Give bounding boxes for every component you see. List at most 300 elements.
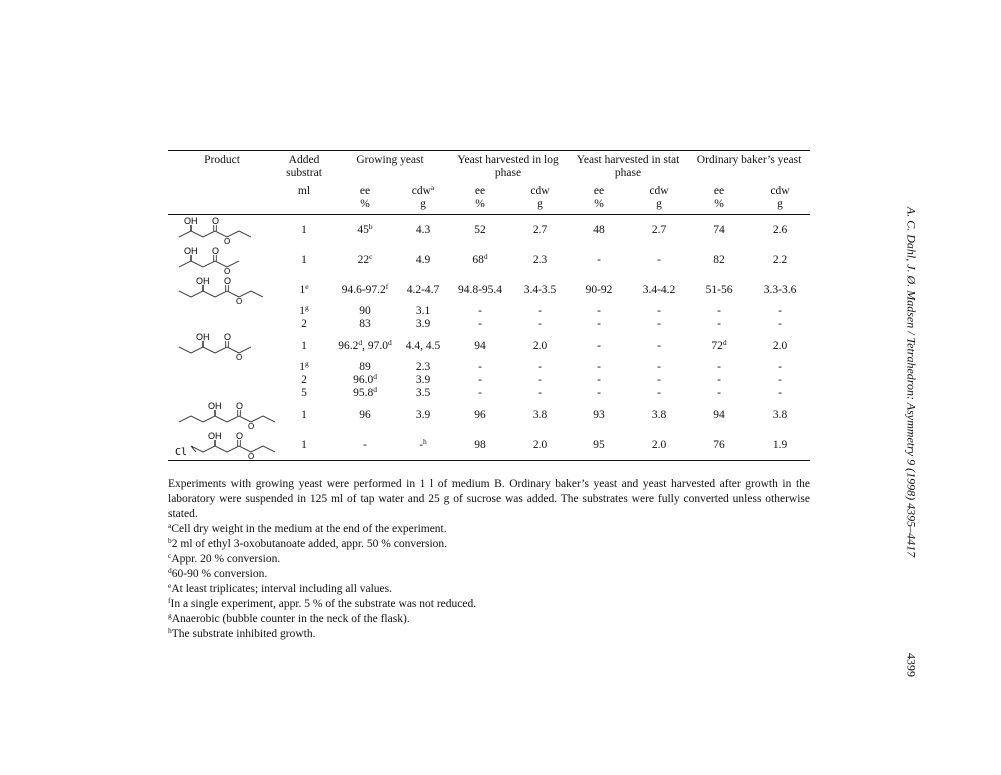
cell-value <box>512 430 568 461</box>
cell-text: - <box>657 253 661 266</box>
footnote-mark: a <box>430 183 435 192</box>
cell-text: 94.6-97.2 <box>341 283 386 296</box>
structure-label: O <box>212 246 220 256</box>
cell-text: - <box>597 339 601 352</box>
cell-text: 83 <box>359 318 371 330</box>
product-structure <box>168 275 276 331</box>
cell-value <box>568 215 630 246</box>
cell-text: 4.2-4.7 <box>406 283 440 296</box>
footnote <box>168 567 810 582</box>
cell-value <box>332 430 398 461</box>
cell-value <box>332 318 398 331</box>
header-cdw: cdw <box>530 185 550 197</box>
cell-text: 3.8 <box>651 408 667 421</box>
footnote-mark: d <box>483 251 488 261</box>
footnote <box>168 597 810 612</box>
cell-text: 1 <box>299 305 305 317</box>
structure-label: OH <box>196 332 210 342</box>
footnote <box>168 582 810 597</box>
cell-text: 1 <box>301 438 307 451</box>
cell-value <box>332 361 398 374</box>
cell-text: 1 <box>301 223 307 236</box>
cell-text: - <box>657 305 661 317</box>
cell-text: 94 <box>713 408 725 421</box>
cell-value <box>568 245 630 275</box>
header-ee: ee <box>713 185 725 197</box>
cell-text: 1 <box>301 408 307 421</box>
cell-value <box>630 430 688 461</box>
cell-text: 82 <box>713 253 725 266</box>
cell-text: 22 <box>357 253 370 266</box>
footnote <box>168 627 810 642</box>
structure-drawing <box>174 400 288 430</box>
cell-text: 98 <box>474 438 486 451</box>
cell-text: - <box>717 361 721 373</box>
cell-text: 93 <box>593 408 605 421</box>
cell-value <box>398 275 448 305</box>
header-row-2 <box>168 167 810 180</box>
footnote-mark: g <box>168 611 172 620</box>
cell-text: 3.4-3.5 <box>523 283 557 296</box>
structure-drawing <box>174 275 276 305</box>
cell-value <box>398 305 448 318</box>
header-stat-phase-2: phase <box>614 167 642 179</box>
cell-text: - <box>717 305 721 317</box>
cell-text: - <box>657 361 661 373</box>
table-row <box>168 400 810 430</box>
cell-text: 74 <box>713 223 725 236</box>
cell-value <box>630 318 688 331</box>
footnote-mark: d <box>373 385 377 394</box>
cell-text: 3.9 <box>415 408 431 421</box>
cell-value <box>568 361 630 374</box>
cell-value <box>568 374 630 387</box>
footnote-text: Appr. 20 % conversion. <box>171 553 281 565</box>
cell-text: 76 <box>713 438 725 451</box>
cell-value <box>398 361 448 374</box>
product-structure <box>168 331 276 400</box>
cell-text: , 97.0 <box>362 339 388 352</box>
footnote-mark: d <box>358 337 363 347</box>
cell-text: 2.0 <box>772 339 788 352</box>
footnote <box>168 537 810 552</box>
cell-text: - <box>778 387 782 399</box>
cell-value <box>750 387 810 400</box>
cell-text: 89 <box>359 361 371 373</box>
cell-value <box>276 331 332 361</box>
header-product: Product <box>168 151 276 168</box>
structure-label: O <box>224 332 232 342</box>
cell-value <box>630 400 688 430</box>
structure-drawing <box>174 430 288 460</box>
cell-text: 2.7 <box>651 223 667 236</box>
cell-value <box>512 331 568 361</box>
cell-text: 95.8 <box>353 387 374 399</box>
cell-value <box>332 374 398 387</box>
footnote-text: Cell dry weight in the medium at the end of the experiment. <box>171 523 447 535</box>
structure-label: O <box>236 297 243 305</box>
header-row-1 <box>168 151 810 168</box>
cell-text: - <box>478 374 482 386</box>
unit-percent: % <box>332 198 398 215</box>
footnote-list <box>168 522 810 642</box>
structure-label: OH <box>196 276 210 286</box>
structure-label: OH <box>208 401 222 411</box>
structure-drawing <box>174 245 254 275</box>
cell-text: 3.9 <box>415 374 431 386</box>
table-row <box>168 215 810 246</box>
cell-text: 2.3 <box>532 253 548 266</box>
cell-value <box>512 361 568 374</box>
results-table-container <box>168 150 810 461</box>
structure-label: O <box>224 276 232 286</box>
cell-value <box>630 215 688 246</box>
cell-text: 1 <box>299 361 305 373</box>
footnote-mark: d <box>168 566 172 575</box>
cell-value <box>398 374 448 387</box>
cell-value <box>688 215 750 246</box>
header-ee: ee <box>474 185 486 197</box>
cell-text: - <box>538 305 542 317</box>
header-substrat: substrat <box>286 167 322 179</box>
structure-drawing <box>174 215 264 245</box>
footnote-text: The substrate inhibited growth. <box>171 628 316 640</box>
cell-value <box>276 374 332 387</box>
structure-label: O <box>212 216 220 226</box>
cell-text: - <box>538 318 542 330</box>
cell-value <box>276 387 332 400</box>
cell-text: - <box>478 361 482 373</box>
structure-label: O <box>236 401 244 411</box>
cell-value <box>750 275 810 305</box>
cell-text: - <box>657 318 661 330</box>
cell-text: 2 <box>301 374 307 386</box>
cell-text: - <box>478 387 482 399</box>
unit-gram: g <box>398 198 448 215</box>
cell-text: 3.5 <box>415 387 431 399</box>
cell-text: 4.4, 4.5 <box>405 339 441 352</box>
cell-value <box>568 400 630 430</box>
cell-value <box>512 245 568 275</box>
cell-value <box>630 305 688 318</box>
cell-text: - <box>657 387 661 399</box>
cell-value <box>276 305 332 318</box>
cell-value <box>750 361 810 374</box>
header-cdw <box>398 180 448 198</box>
cell-value <box>512 275 568 305</box>
cell-value <box>568 318 630 331</box>
footnote-text: Anaerobic (bubble counter in the neck of the flask). <box>171 613 410 625</box>
cell-value <box>448 400 512 430</box>
cell-text: - <box>657 374 661 386</box>
unit-percent: % <box>568 198 630 215</box>
header-cdw: cdw <box>649 185 669 197</box>
header-ee: ee <box>593 185 605 197</box>
running-head: A. C. Dahl, J. Ø. Madsen / Tetrahedron: Asymmetry 9 (1998) 4395–4417 <box>904 206 919 558</box>
footnote-mark: g <box>305 359 309 368</box>
cell-value <box>276 318 332 331</box>
footnote-mark: h <box>423 436 427 446</box>
cell-value <box>448 430 512 461</box>
cell-text: 2 <box>301 318 307 330</box>
cell-value <box>750 245 810 275</box>
cell-value <box>512 318 568 331</box>
cell-text: 2.0 <box>532 339 548 352</box>
cell-text: - <box>538 361 542 373</box>
cell-value <box>448 215 512 246</box>
cell-value <box>688 400 750 430</box>
structure-label: OH <box>184 246 198 256</box>
cell-value <box>688 318 750 331</box>
cell-value <box>512 215 568 246</box>
footnote-mark: d <box>373 372 377 381</box>
structure-label: O <box>224 237 231 245</box>
cell-value <box>750 318 810 331</box>
product-structure <box>168 215 276 246</box>
structure-drawing <box>174 331 266 361</box>
footnote-mark: f <box>385 281 389 291</box>
cell-value <box>630 374 688 387</box>
table-row <box>168 430 810 461</box>
cell-value <box>332 245 398 275</box>
footnote-mark: e <box>168 581 172 590</box>
header-row-3 <box>168 180 810 198</box>
product-structure <box>168 430 276 461</box>
cell-text: 4.3 <box>415 223 431 236</box>
footnote-text: In a single experiment, appr. 5 % of the substrate was not reduced. <box>170 598 477 610</box>
footnote-mark: c <box>369 251 373 261</box>
cell-value <box>512 387 568 400</box>
cell-text: 2.3 <box>415 361 431 373</box>
cell-text: 4.9 <box>415 253 431 266</box>
cell-text: - <box>538 374 542 386</box>
header-ee: ee <box>359 185 371 197</box>
cell-value <box>276 275 332 305</box>
cell-text: - <box>717 374 721 386</box>
footnote-text: 2 ml of ethyl 3-oxobutanoate added, appr. 50 % conversion. <box>171 538 448 550</box>
header-cdw-text: cdw <box>411 185 431 197</box>
cell-text: 3.1 <box>415 305 431 317</box>
cell-value <box>630 361 688 374</box>
cell-text: 96 <box>474 408 486 421</box>
footnote-mark: h <box>168 626 172 635</box>
cell-text: - <box>597 387 601 399</box>
cell-text: 1 <box>299 283 306 296</box>
cell-value <box>276 245 332 275</box>
cell-value <box>512 400 568 430</box>
cell-text: 96.2 <box>338 339 359 352</box>
cell-value <box>750 305 810 318</box>
cell-value <box>688 430 750 461</box>
cell-text: 90-92 <box>585 283 613 296</box>
structure-label: O <box>236 431 244 441</box>
cell-value <box>276 215 332 246</box>
cell-value <box>688 331 750 361</box>
cell-value <box>688 245 750 275</box>
cell-text: 96 <box>359 408 371 421</box>
cell-value <box>398 387 448 400</box>
table-row <box>168 245 810 275</box>
cell-text: 1.9 <box>772 438 788 451</box>
cell-text: - <box>538 387 542 399</box>
footnote <box>168 552 810 567</box>
footnote-text: At least triplicates; interval including all values. <box>171 583 393 595</box>
cell-value <box>448 361 512 374</box>
unit-percent: % <box>448 198 512 215</box>
cell-value <box>332 305 398 318</box>
cell-value <box>750 400 810 430</box>
cell-text: 90 <box>359 305 371 317</box>
footnote-mark: d <box>722 337 727 347</box>
footnote-mark: e <box>305 281 309 291</box>
cell-text: - <box>717 318 721 330</box>
cell-value <box>398 245 448 275</box>
cell-text: 2.2 <box>772 253 788 266</box>
cell-text: 96.0 <box>353 374 374 386</box>
unit-gram: g <box>512 198 568 215</box>
header-log-phase: Yeast harvested in log <box>448 151 568 168</box>
unit-gram: g <box>750 198 810 215</box>
cell-text: 2.0 <box>651 438 667 451</box>
cell-text: 68 <box>472 253 484 266</box>
results-table <box>168 150 810 461</box>
cell-value <box>630 331 688 361</box>
cell-text: 51-56 <box>705 283 733 296</box>
cell-text: - <box>657 339 661 352</box>
cell-value <box>688 361 750 374</box>
cell-text: 1 <box>301 339 307 352</box>
cell-text: 94.8-95.4 <box>457 283 503 296</box>
header-log-phase-2: phase <box>494 167 522 179</box>
cell-value <box>630 275 688 305</box>
cell-value <box>448 318 512 331</box>
cell-value <box>750 215 810 246</box>
structure-label: OH <box>208 431 222 441</box>
cell-text: - <box>597 305 601 317</box>
cell-value <box>568 305 630 318</box>
cell-text: 3.3-3.6 <box>763 283 797 296</box>
cell-text: - <box>778 318 782 330</box>
results-table-body <box>168 215 810 461</box>
cell-text: 3.8 <box>772 408 788 421</box>
structure-label: O <box>248 452 255 460</box>
header-cdw: cdw <box>770 185 790 197</box>
header-bakers-yeast: Ordinary baker’s yeast <box>688 151 810 168</box>
cell-value <box>750 374 810 387</box>
cell-text: 1 <box>301 253 307 266</box>
cell-text: 5 <box>301 387 307 399</box>
structure-label: OH <box>184 216 198 226</box>
footnote-mark: b <box>168 536 172 545</box>
footnote-text: 60-90 % conversion. <box>171 568 268 580</box>
footnote-mark: d <box>388 337 392 347</box>
cell-value <box>332 275 398 305</box>
cell-value <box>750 430 810 461</box>
cell-value <box>750 331 810 361</box>
cell-value <box>512 374 568 387</box>
cell-text: 72 <box>711 339 723 352</box>
header-growing-yeast: Growing yeast <box>332 151 448 168</box>
cell-value <box>398 430 448 461</box>
footnote <box>168 522 810 537</box>
footnote <box>168 612 810 627</box>
page-number: 4399 <box>904 653 919 677</box>
cell-value <box>448 331 512 361</box>
unit-percent: % <box>688 198 750 215</box>
cell-value <box>512 305 568 318</box>
cell-value <box>688 305 750 318</box>
cell-value <box>332 387 398 400</box>
structure-label: Cl <box>175 447 188 458</box>
cell-text: 95 <box>593 438 605 451</box>
cell-text: 3.9 <box>415 318 431 330</box>
cell-value <box>448 275 512 305</box>
cell-value <box>688 374 750 387</box>
cell-text: - <box>363 438 367 451</box>
cell-text: - <box>778 305 782 317</box>
structure-label: O <box>236 353 243 361</box>
cell-value <box>398 400 448 430</box>
cell-text: 2.6 <box>772 223 788 236</box>
cell-text: 2.0 <box>532 438 548 451</box>
footnote-mark: f <box>168 596 171 605</box>
cell-value <box>630 245 688 275</box>
cell-value <box>688 387 750 400</box>
cell-text: 3.8 <box>532 408 548 421</box>
cell-text: - <box>478 305 482 317</box>
cell-text: 48 <box>593 223 605 236</box>
cell-value <box>448 374 512 387</box>
table-row <box>168 275 810 305</box>
footnote-mark: a <box>168 521 172 530</box>
cell-text: 52 <box>474 223 486 236</box>
cell-text: - <box>478 318 482 330</box>
cell-value <box>448 305 512 318</box>
structure-label: O <box>248 422 255 430</box>
unit-gram: g <box>630 198 688 215</box>
cell-text: 94 <box>474 339 486 352</box>
cell-value <box>276 400 332 430</box>
header-added: Added <box>276 151 332 168</box>
cell-text: - <box>778 374 782 386</box>
cell-text: - <box>597 361 601 373</box>
footnote-mark: g <box>305 303 309 312</box>
cell-value <box>568 387 630 400</box>
cell-value <box>448 245 512 275</box>
cell-value <box>448 387 512 400</box>
cell-text: - <box>717 387 721 399</box>
footnote-mark: b <box>368 221 373 231</box>
cell-value <box>332 400 398 430</box>
header-row-units <box>168 198 810 215</box>
cell-text: - <box>597 318 601 330</box>
cell-text: - <box>597 374 601 386</box>
cell-value <box>276 430 332 461</box>
cell-text: 3.4-4.2 <box>642 283 676 296</box>
cell-text: 2.7 <box>532 223 548 236</box>
cell-value <box>398 318 448 331</box>
cell-value <box>568 430 630 461</box>
footnote-intro: Experiments with growing yeast were performed in 1 l of medium B. Ordinary baker’s yeast and yeast harvested after growth in the laboratory were suspended in 125 ml of tap water and 25 g of sucrose was added. The substrates were fully converted unless otherwise stated. <box>168 478 810 520</box>
cell-value <box>688 275 750 305</box>
structure-label: O <box>224 267 231 275</box>
table-row <box>168 331 810 361</box>
cell-value <box>332 331 398 361</box>
cell-value <box>398 215 448 246</box>
table-footnotes <box>168 477 810 642</box>
cell-value <box>568 331 630 361</box>
header-ml: ml <box>297 185 311 197</box>
